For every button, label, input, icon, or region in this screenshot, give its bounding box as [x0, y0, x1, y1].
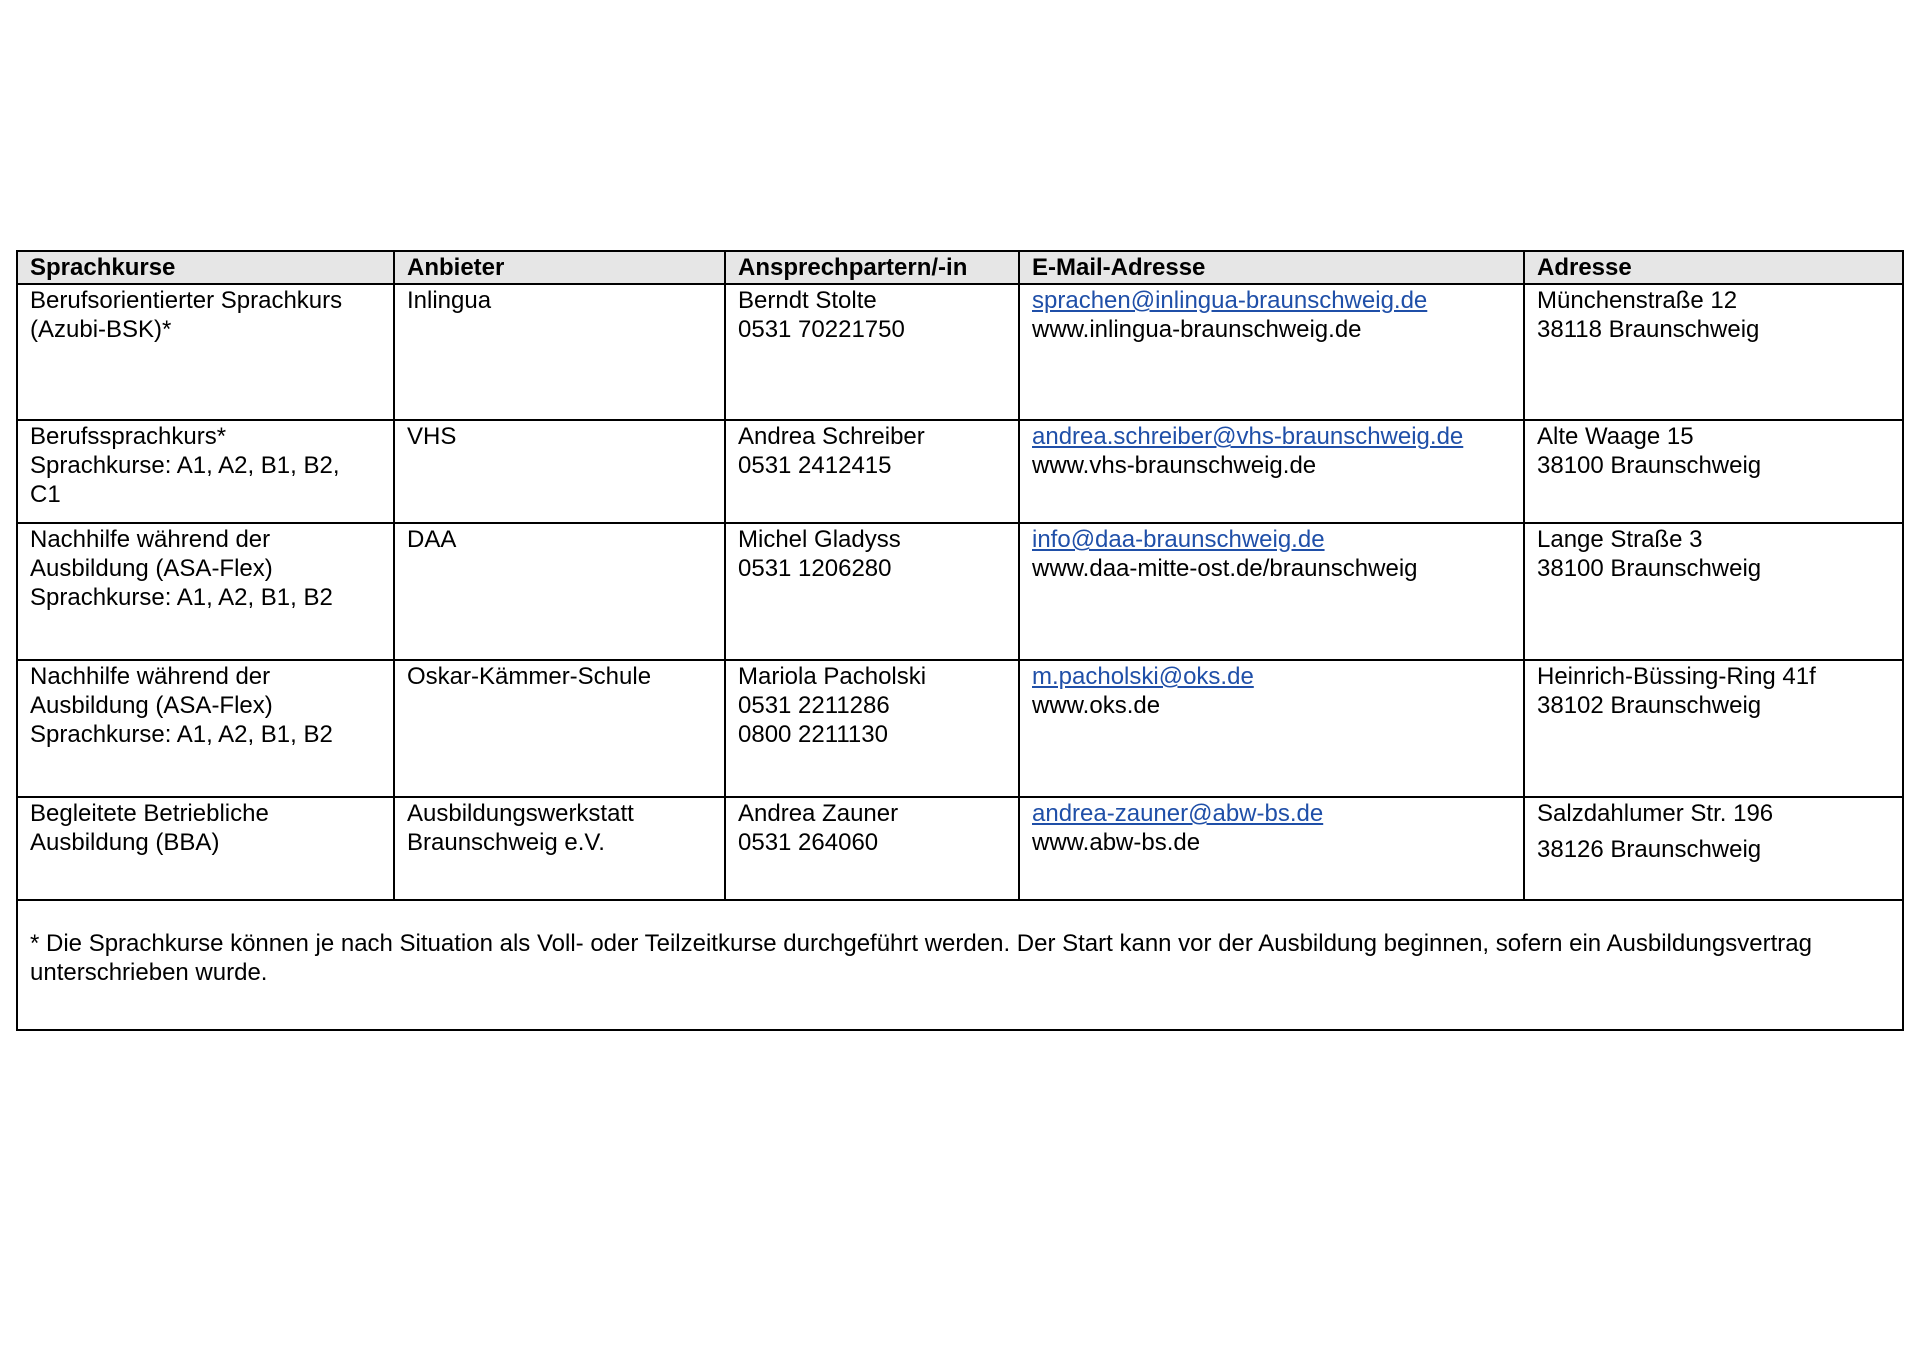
provider-line: Oskar-Kämmer-Schule: [407, 663, 652, 690]
course-cell: [17, 660, 394, 797]
table-row: [17, 797, 1903, 900]
email-cell: [1019, 660, 1524, 797]
email-cell: [1019, 284, 1524, 420]
header-sprachkurse: Sprachkurse: [17, 251, 394, 284]
address-cell: [1524, 420, 1903, 523]
address-cell: [1524, 660, 1903, 797]
course-line: C1: [30, 481, 61, 508]
email-link[interactable]: info@daa-braunschweig.de: [1032, 526, 1325, 553]
table-header-row: [17, 251, 1903, 284]
provider-line: Ausbildungswerkstatt: [407, 800, 634, 827]
course-line: Ausbildung (ASA-Flex): [30, 692, 273, 719]
contact-phone: 0531 2211286: [738, 692, 890, 719]
provider-cell: [394, 660, 725, 797]
address-street: Salzdahlumer Str. 196: [1537, 800, 1774, 827]
contact-phone: 0800 2211130: [738, 721, 888, 748]
website-text: www.inlingua-braunschweig.de: [1032, 316, 1362, 343]
contact-name: Andrea Zauner: [738, 800, 899, 827]
contact-phone: 0531 1206280: [738, 555, 892, 582]
contact-phone: 0531 2412415: [738, 452, 892, 479]
header-ansprechpartner: Ansprechpartern/-in: [725, 251, 1019, 284]
footnote-cell: [17, 900, 1903, 1030]
course-cell: [17, 284, 394, 420]
table-row: [17, 284, 1903, 420]
email-cell: [1019, 420, 1524, 523]
course-cell: [17, 420, 394, 523]
course-line: Sprachkurse: A1, A2, B1, B2: [30, 721, 333, 748]
header-adresse: Adresse: [1524, 251, 1903, 284]
website-text: www.oks.de: [1032, 692, 1161, 719]
provider-line: Braunschweig e.V.: [407, 829, 605, 856]
course-line: Nachhilfe während der: [30, 663, 271, 690]
contact-name: Berndt Stolte: [738, 287, 877, 314]
address-street: Heinrich-Büssing-Ring 41f: [1537, 663, 1816, 690]
footnote-row: [17, 900, 1903, 1030]
website-text: www.abw-bs.de: [1032, 829, 1201, 856]
course-line: Sprachkurse: A1, A2, B1, B2: [30, 584, 333, 611]
address-cell: [1524, 284, 1903, 420]
course-line: Nachhilfe während der: [30, 526, 271, 553]
provider-line: Inlingua: [407, 287, 492, 314]
provider-cell: [394, 797, 725, 900]
email-cell: [1019, 523, 1524, 660]
website-text: www.vhs-braunschweig.de: [1032, 452, 1317, 479]
table-row: [17, 420, 1903, 523]
header-email: E-Mail-Adresse: [1019, 251, 1524, 284]
course-line: Begleitete Betriebliche: [30, 800, 269, 827]
contact-cell: [725, 660, 1019, 797]
course-cell: [17, 523, 394, 660]
address-city: 38118 Braunschweig: [1537, 316, 1760, 343]
footnote-text: * Die Sprachkurse können je nach Situation als Voll- oder Teilzeitkurse durchgeführt werden. Der Start kann vor der Ausbildung beginnen, sofern ein Ausbildungsvertrag unterschrieben wurde.: [30, 930, 1812, 986]
course-line: Sprachkurse: A1, A2, B1, B2,: [30, 452, 340, 479]
contact-name: Michel Gladyss: [738, 526, 901, 553]
address-city: 38100 Braunschweig: [1537, 452, 1762, 479]
address-city: 38126 Braunschweig: [1537, 836, 1762, 863]
address-city: 38100 Braunschweig: [1537, 555, 1762, 582]
address-cell: [1524, 797, 1903, 900]
email-link[interactable]: andrea-zauner@abw-bs.de: [1032, 800, 1324, 827]
email-link[interactable]: sprachen@inlingua-braunschweig.de: [1032, 287, 1428, 314]
address-street: Lange Straße 3: [1537, 526, 1703, 553]
table-row: [17, 660, 1903, 797]
course-line: Ausbildung (BBA): [30, 829, 220, 856]
contact-name: Mariola Pacholski: [738, 663, 927, 690]
provider-line: VHS: [407, 423, 457, 450]
provider-cell: [394, 284, 725, 420]
contact-cell: [725, 420, 1019, 523]
course-line: Berufsorientierter Sprachkurs: [30, 287, 343, 314]
address-cell: [1524, 523, 1903, 660]
email-link[interactable]: m.pacholski@oks.de: [1032, 663, 1254, 690]
table-row: [17, 523, 1903, 660]
course-cell: [17, 797, 394, 900]
provider-cell: [394, 523, 725, 660]
contact-cell: [725, 523, 1019, 660]
language-course-table: [16, 250, 1904, 1031]
email-cell: [1019, 797, 1524, 900]
contact-name: Andrea Schreiber: [738, 423, 925, 450]
header-anbieter: Anbieter: [394, 251, 725, 284]
contact-phone: 0531 264060: [738, 829, 879, 856]
email-link[interactable]: andrea.schreiber@vhs-braunschweig.de: [1032, 423, 1464, 450]
course-line: Berufssprachkurs*: [30, 423, 227, 450]
contact-phone: 0531 70221750: [738, 316, 905, 343]
course-line: Ausbildung (ASA-Flex): [30, 555, 273, 582]
address-street: Alte Waage 15: [1537, 423, 1694, 450]
course-line: (Azubi-BSK)*: [30, 316, 172, 343]
provider-cell: [394, 420, 725, 523]
contact-cell: [725, 797, 1019, 900]
contact-cell: [725, 284, 1019, 420]
address-city: 38102 Braunschweig: [1537, 692, 1762, 719]
provider-line: DAA: [407, 526, 457, 553]
address-street: Münchenstraße 12: [1537, 287, 1738, 314]
website-text: www.daa-mitte-ost.de/braunschweig: [1032, 555, 1418, 582]
